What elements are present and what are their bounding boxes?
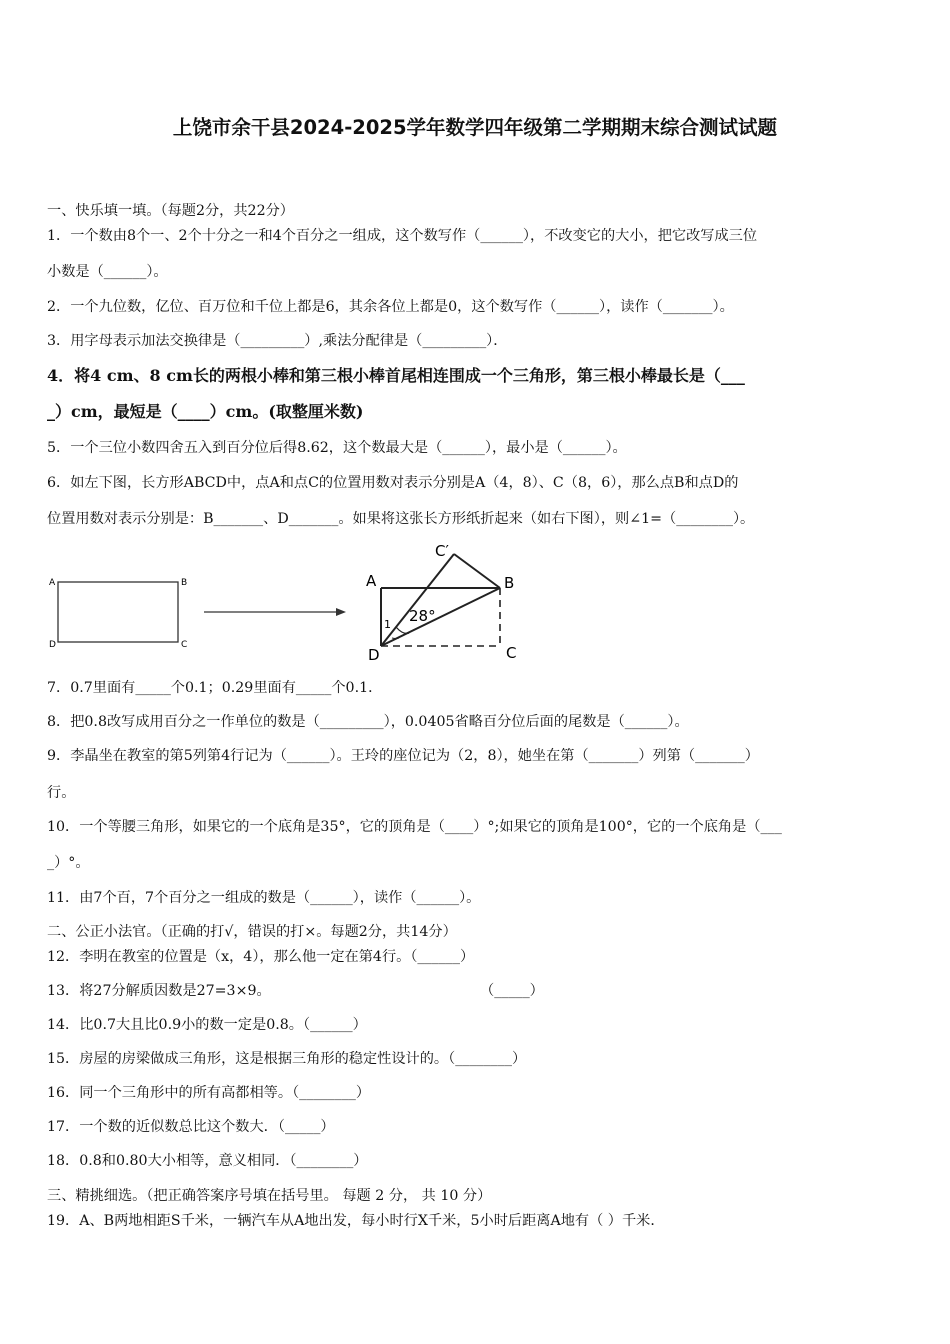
angle-28-label: 28°: [409, 607, 436, 625]
diagonal-db: [381, 588, 500, 646]
question-10-line-1: 10．一个等腰三角形，如果它的一个底角是35°，它的顶角是（____）°;如果它的顶角是100°，它的一个底角是（___: [47, 819, 782, 835]
right-label-b: B: [504, 574, 515, 592]
left-label-b: B: [181, 578, 188, 588]
question-15: 15．房屋的房梁做成三角形，这是根据三角形的稳定性设计的。（________）: [47, 1051, 527, 1067]
question-13: 13．将27分解质因数是27=3×9。: [47, 983, 271, 999]
question-16: 16．同一个三角形中的所有高都相等。（________）: [47, 1085, 371, 1101]
left-label-c: C: [181, 640, 188, 650]
question-17: 17．一个数的近似数总比这个数大．（_____）: [47, 1119, 335, 1135]
section-2-heading: 二、公正小法官。（正确的打√，错误的打×。每题2分，共14分）: [47, 924, 457, 940]
question-3: 3．用字母表示加法交换律是（_________）,乘法分配律是（_________）．: [47, 333, 508, 349]
question-2: 2．一个九位数，亿位、百万位和千位上都是6，其余各位上都是0，这个数写作（______），读作（_______）。: [47, 299, 734, 315]
question-13-blank: （_____）: [480, 983, 544, 999]
question-18: 18．0.8和0.80大小相等，意义相同．（________）: [47, 1153, 368, 1169]
page-title: 上饶市余干县2024-2025学年数学四年级第二学期期末综合测试试题: [172, 116, 778, 139]
folded-edge-c-prime-b: [454, 554, 500, 588]
question-7: 7．0.7里面有_____个0.1；0.29里面有_____个0.1．: [47, 680, 383, 696]
right-label-d: D: [368, 646, 380, 664]
question-9-line-2: 行。: [47, 785, 76, 801]
question-12: 12．李明在教室的位置是（x，4），那么他一定在第4行。（______）: [47, 949, 475, 965]
question-14: 14．比0.7大且比0.9小的数一定是0.8。（______）: [47, 1017, 367, 1033]
section-3-heading: 三、精挑细选。（把正确答案序号填在括号里。 每题 2 分， 共 10 分）: [47, 1188, 492, 1204]
question-9-line-1: 9．李晶坐在教室的第5列第4行记为（______）。王玲的座位记为（2，8），她坐在第（_______）列第（_______）: [47, 748, 759, 764]
question-10-line-2: _）°。: [47, 855, 90, 871]
question-4-line-2: _）cm，最短是（____）cm。(取整厘米数): [47, 402, 364, 421]
question-11: 11．由7个百，7个百分之一组成的数是（______），读作（______）。: [47, 890, 481, 906]
angle-1-arc: [392, 638, 399, 639]
left-label-d: D: [49, 640, 56, 650]
section-1-heading: 一、快乐填一填。（每题2分，共22分）: [47, 203, 294, 219]
rectangle-fold-figure: [0, 540, 950, 670]
right-label-a: A: [366, 572, 377, 590]
question-4-line-1: 4．将4 cm、8 cm长的两根小棒和第三根小棒首尾相连围成一个三角形，第三根小棒最长是（___: [47, 366, 745, 385]
arrow-head: [336, 608, 346, 616]
left-label-a: A: [49, 578, 56, 588]
question-8: 8．把0.8改写成用百分之一作单位的数是（_________），0.0405省略百分位后面的尾数是（______）。: [47, 714, 689, 730]
question-19: 19．A、B两地相距S千米，一辆汽车从A地出发，每小时行X千米，5小时后距离A地有（ ）千米．: [47, 1213, 665, 1229]
angle-1-label: 1: [384, 618, 391, 631]
question-1-line-1: 1．一个数由8个一、2个十分之一和4个百分之一组成，这个数写作（______），不改变它的大小，把它改写成三位: [47, 228, 758, 244]
left-rectangle: [58, 582, 178, 642]
question-5: 5．一个三位小数四舍五入到百分位后得8.62，这个数最大是（______），最小是（______）。: [47, 440, 627, 456]
right-label-c: C: [506, 644, 517, 662]
question-6-line-2: 位置用数对表示分别是：B_______、D_______。如果将这张长方形纸折起来（如右下图），则∠1=（________）。: [47, 511, 755, 527]
question-6-line-1: 6．如左下图，长方形ABCD中，点A和点C的位置用数对表示分别是A（4，8）、C（8，6），那么点B和点D的: [47, 475, 739, 491]
question-1-line-2: 小数是（______）。: [47, 264, 168, 280]
folded-edge-dc-prime: [381, 554, 454, 646]
right-label-c-prime: C′: [435, 542, 449, 560]
